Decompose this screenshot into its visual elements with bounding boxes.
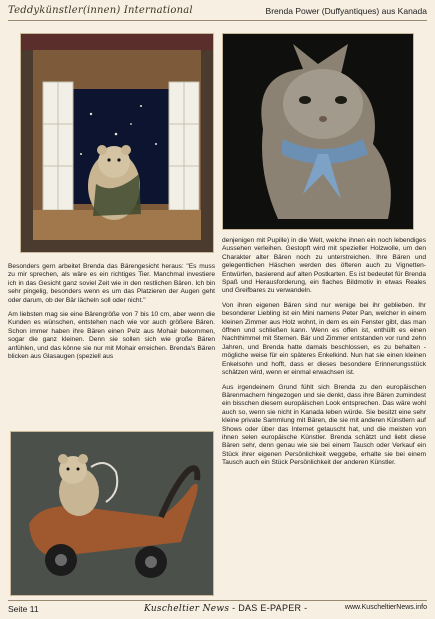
paragraph: Am liebsten mag sie eine Bärengröße von 7 bis 10 cm, aber wenn die Kunden es wünschen, entstehen nach wie vor auch größere Bären. Schon immer haben ihre Bären einen Pelz aus Mohair bekommen, sogar die ganz kleinen. Denn sie sollen sich wie große Bären anfühlen, und das könne sie nur mit Mohair erreichen. Brenda's Bären blicken aus Glasaugen (speziell aus: [8, 311, 215, 361]
brand-name: Kuscheltier News: [144, 604, 230, 614]
column-left: [8, 263, 215, 367]
article-title: Brenda Power (Duffyantiques) aus Kanada: [265, 6, 427, 16]
column-right: [222, 237, 426, 474]
website-link[interactable]: www.KuscheltierNews.info: [344, 604, 427, 611]
photo-bear-in-car: [10, 431, 214, 596]
paragraph: Aus irgendeinem Grund fühlt sich Brenda zu den europäischen Bärenmachern hingezogen und sie denkt, dass ihre Bären zumindest ein bisschen diesem europäischen Look entsprechen. Das wäre wohl auch so, wenn sie nicht in Kanada leben würde. Sie besitzt eine sehr kleine private Sammlung mit Bären, die sie mit anderen Künstlern auf Shows oder über das Internet getauscht hat, und die meisten von ihnen selen europäische Künstler. Brenda schätzt und liebt diese Bären sehr, denn genau wie sie bei einem Tausch oder Verkauf ein Stück ihrer eigenen Persönlichkeit weggebe, erhalte sie bei einem Tausch auch ein Stück Persönlichkeit der anderen Künstler.: [222, 383, 426, 467]
page-footer: [8, 600, 427, 615]
paragraph: Von ihren eigenen Bären sind nur wenige bei ihr geblieben. Ihr besonderer Liebling ist ein Mini namens Peter Pan, welcher in einem kleinen Zimmer aus Holz wohnt, in dem es ein Fenster gibt, das man öffnen und schließen kann. Wenn es offen ist, enthüllt es einen Nachthimmel mit Sternen. Bär und Zimmer entstanden vor rund zehn Jahren, und Brenda hatte damals beschlossen, es zu behalten - mögliche weise für ein späteres Enkelkind. Nun hat sie einen kleinen Enkelsohn und hofft, dass er dieses besondere Erinnerungsstück schätzen wird, wenn er einmal erwachsen ist.: [222, 301, 426, 377]
brand-separator: -: [229, 603, 239, 613]
page-header: [8, 4, 427, 21]
photo-cat: [222, 33, 414, 230]
paragraph: denjenigen mit Pupille) in die Welt, welche ihnen ein noch lebendiges Aussehen verleihen. Gestopft wird mit spezieller Holzwolle, um den Charakter alter Bären noch zu unterstreichen. Ihre Bären und gelegentlichen Häschen werden des öfteren auch zu Vignetten-Entwürfen, basierend auf alten Postkarten. Es ist bedeutet für Brenda Spaß und Herausforderung, ein flaches Bildmotiv in etwas Reales und Greifbares zu verwandeln.: [222, 237, 426, 295]
footer-brand: [144, 603, 307, 614]
photo-bear-in-room: [20, 33, 214, 253]
magazine-title: Teddykünstler(innen) International: [8, 5, 193, 16]
paragraph: Besonders gern arbeitet Brenda das Bärengesicht heraus: "Es muss zu mir sprechen, als wäre es ein richtiges Tier. Manchmal investiere ich in das Gesicht ganz soviel Zeit wie in den restlichen Bären. Ich bin sehr pingelig, besonders wenn es um das Platzieren der Augen geht oder darum, ob der Bär lächeln soll oder nicht.": [8, 263, 215, 304]
page-number: Seite 11: [8, 604, 39, 614]
edition-label: DAS E-PAPER -: [238, 603, 308, 613]
